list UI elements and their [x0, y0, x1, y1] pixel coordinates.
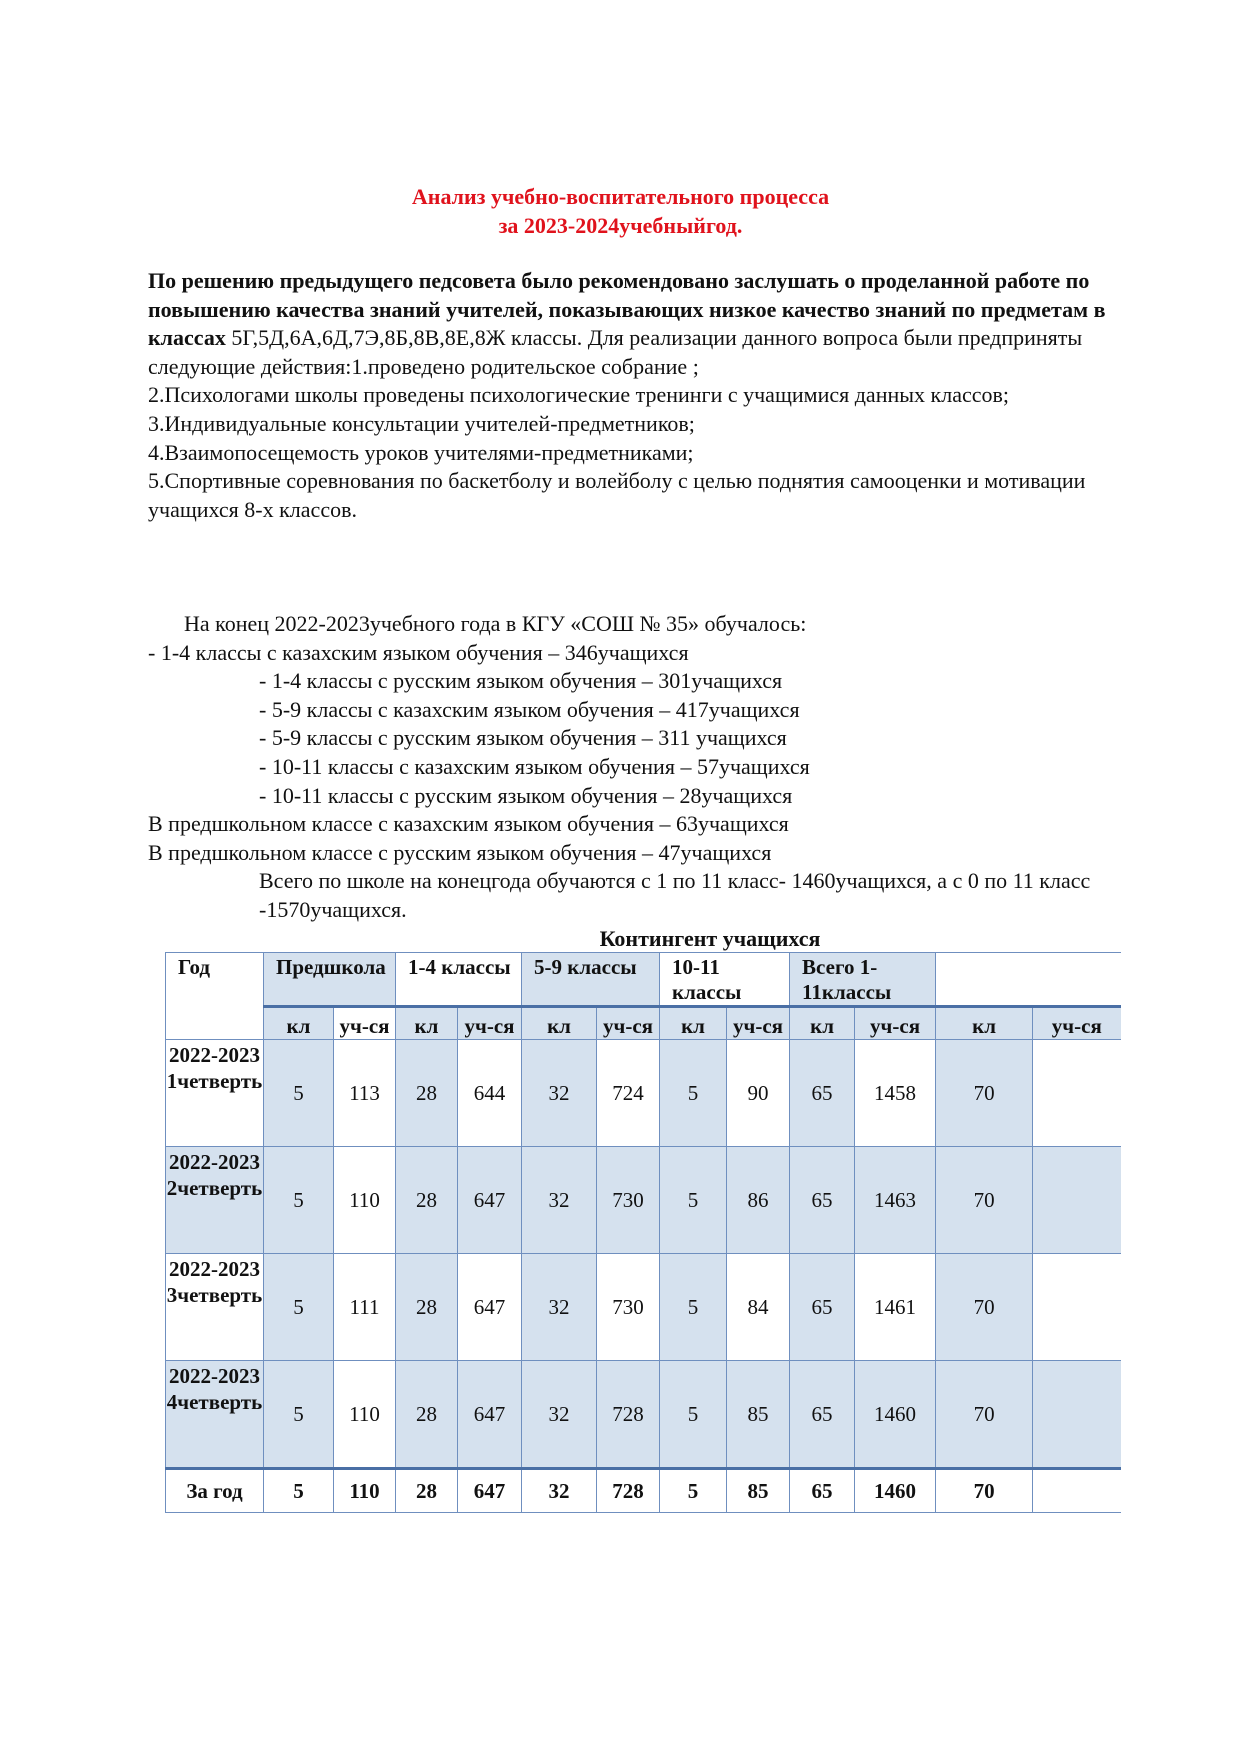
subheader-uch: уч-ся: [458, 1007, 522, 1040]
stats-line: - 1-4 классы с казахским языком обучения – 346учащихся: [148, 639, 689, 665]
subheader-kl: кл: [790, 1007, 855, 1040]
table-cell: 28: [396, 1040, 458, 1147]
header-grades-1-4: 1-4 классы: [396, 953, 522, 1007]
table-cell: 5: [660, 1040, 727, 1147]
table-cell: 5: [264, 1147, 334, 1254]
row-year-cell: 2022-2023 3четверть: [166, 1254, 264, 1361]
total-cell: 647: [458, 1469, 522, 1513]
table-cell: 65: [790, 1147, 855, 1254]
table-row: [166, 1040, 1121, 1147]
table-cell: 32: [522, 1361, 597, 1469]
subheader-uch: уч-ся: [334, 1007, 396, 1040]
table-cell: 113: [334, 1040, 396, 1147]
stats-line: В предшкольном классе с русским языком обучения – 47учащихся: [148, 839, 772, 865]
table-cell: [1033, 1040, 1121, 1147]
total-cell: 28: [396, 1469, 458, 1513]
table-cell: 28: [396, 1361, 458, 1469]
table-cell: 32: [522, 1254, 597, 1361]
intro-item: 3.Индивидуальные консультации учителей-предметников;: [148, 410, 695, 436]
table-cell: 647: [458, 1254, 522, 1361]
total-cell: 728: [597, 1469, 660, 1513]
total-cell: [1033, 1469, 1121, 1513]
table-cell: 730: [597, 1254, 660, 1361]
intro-bold-text: По решению предыдущего педсовета было рекомендовано заслушать о проделанной работе по повышению качества знаний учителей, показывающих низкое качество знаний по предметам в классах: [148, 268, 1106, 351]
table-cell: 647: [458, 1361, 522, 1469]
total-cell: 32: [522, 1469, 597, 1513]
subheader-kl: кл: [522, 1007, 597, 1040]
header-grades-10-11: 10-11 классы: [660, 953, 790, 1007]
table-cell: 1461: [855, 1254, 936, 1361]
table-cell: 65: [790, 1361, 855, 1469]
stats-total: Всего по школе на конецгода обучаются с 1 по 11 класс- 1460учащихся, а с 0 по 11 класс -1570учащихся.: [259, 868, 1091, 922]
stats-line: - 10-11 классы с русским языком обучения – 28учащихся: [259, 782, 793, 808]
header-total-1-11: Всего 1-11классы: [790, 953, 936, 1007]
table-cell: 28: [396, 1147, 458, 1254]
table-cell: 32: [522, 1040, 597, 1147]
table-cell: 728: [597, 1361, 660, 1469]
total-cell: 65: [790, 1469, 855, 1513]
table-subheader-row: [166, 1007, 1121, 1040]
table-cell: 70: [936, 1040, 1033, 1147]
subheader-kl: кл: [660, 1007, 727, 1040]
table-cell: [1033, 1254, 1121, 1361]
row-year-cell: 2022-2023 2четверть: [166, 1147, 264, 1254]
intro-item: 5.Спортивные соревнования по баскетболу и волейболу с целью поднятия самооценки и мотивации учащихся 8-х классов.: [148, 468, 1086, 522]
table-cell: 1460: [855, 1361, 936, 1469]
header-preschool: Предшкола: [264, 953, 396, 1007]
table-cell: 1458: [855, 1040, 936, 1147]
total-cell: 5: [660, 1469, 727, 1513]
table-cell: 1463: [855, 1147, 936, 1254]
table-cell: [1033, 1361, 1121, 1469]
total-cell: 1460: [855, 1469, 936, 1513]
table-cell: 86: [727, 1147, 790, 1254]
header-grades-5-9: 5-9 классы: [522, 953, 660, 1007]
total-cell: 85: [727, 1469, 790, 1513]
table-cell: 730: [597, 1147, 660, 1254]
total-cell: 70: [936, 1469, 1033, 1513]
table-cell: 647: [458, 1147, 522, 1254]
table-cell: 5: [660, 1147, 727, 1254]
table-row: [166, 1254, 1121, 1361]
subheader-uch: уч-ся: [1033, 1007, 1121, 1040]
document-title-line1: Анализ учебно-воспитательного процесса: [411, 184, 830, 209]
table-cell: 110: [334, 1147, 396, 1254]
table-cell: 5: [660, 1254, 727, 1361]
total-cell: 5: [264, 1469, 334, 1513]
table-cell: 5: [264, 1040, 334, 1147]
header-year: Год: [166, 953, 264, 1040]
table-cell: 724: [597, 1040, 660, 1147]
subheader-uch: уч-ся: [597, 1007, 660, 1040]
stats-line: - 5-9 классы с казахским языком обучения – 417учащихся: [259, 696, 800, 722]
intro-item: 4.Взаимопосещемость уроков учителями-предметниками;: [148, 439, 694, 465]
row-year-cell: 2022-2023 4четверть: [166, 1361, 264, 1469]
table-cell: 5: [264, 1254, 334, 1361]
subheader-kl: кл: [264, 1007, 334, 1040]
table-header-row: [166, 953, 1121, 1007]
stats-heading: На конец 2022-2023учебного года в КГУ «СОШ № 35» обучалось:: [184, 611, 807, 636]
subheader-uch: уч-ся: [855, 1007, 936, 1040]
stats-line: - 5-9 классы с русским языком обучения – 311 учащихся: [259, 725, 787, 751]
intro-paragraph: [148, 267, 1108, 524]
intro-item: 2.Психологами школы проведены психологические тренинги с учащимися данных классов;: [148, 382, 1009, 408]
table-cell: 5: [264, 1361, 334, 1469]
table-cell: 28: [396, 1254, 458, 1361]
enrollment-stats: [148, 610, 1138, 925]
contingent-table: [165, 952, 1121, 1513]
table-cell: 70: [936, 1361, 1033, 1469]
total-label-cell: За год: [166, 1469, 264, 1513]
subheader-uch: уч-ся: [727, 1007, 790, 1040]
stats-line: - 10-11 классы с казахским языком обучения – 57учащихся: [259, 753, 810, 779]
table-cell: 84: [727, 1254, 790, 1361]
table-cell: 644: [458, 1040, 522, 1147]
table-caption: Контингент учащихся: [599, 926, 821, 951]
table-cell: 70: [936, 1147, 1033, 1254]
stats-line: В предшкольном классе с казахским языком обучения – 63учащихся: [148, 811, 789, 837]
table-row: [166, 1147, 1121, 1254]
row-year-cell: 2022-2023 1четверть: [166, 1040, 264, 1147]
intro-rest-text: 5Г,5Д,6А,6Д,7Э,8Б,8В,8Е,8Ж классы. Для реализации данного вопроса были предприняты следующие действия:1.проведено родительское собрание ;: [148, 325, 1083, 379]
header-blank: [936, 953, 1121, 1007]
table-cell: 32: [522, 1147, 597, 1254]
table-cell: 111: [334, 1254, 396, 1361]
table-cell: 65: [790, 1254, 855, 1361]
stats-line: - 1-4 классы с русским языком обучения – 301учащихся: [259, 668, 783, 694]
table-cell: 85: [727, 1361, 790, 1469]
table-cell: 110: [334, 1361, 396, 1469]
table-cell: [1033, 1147, 1121, 1254]
table-total-row: [166, 1469, 1121, 1513]
table-cell: 5: [660, 1361, 727, 1469]
table-cell: 70: [936, 1254, 1033, 1361]
subheader-kl: кл: [936, 1007, 1033, 1040]
table-cell: 65: [790, 1040, 855, 1147]
subheader-kl: кл: [396, 1007, 458, 1040]
table-row: [166, 1361, 1121, 1469]
document-title-line2: за 2023-2024учебныйгод.: [498, 213, 743, 238]
total-cell: 110: [334, 1469, 396, 1513]
table-cell: 90: [727, 1040, 790, 1147]
intro-text: [148, 267, 1108, 381]
